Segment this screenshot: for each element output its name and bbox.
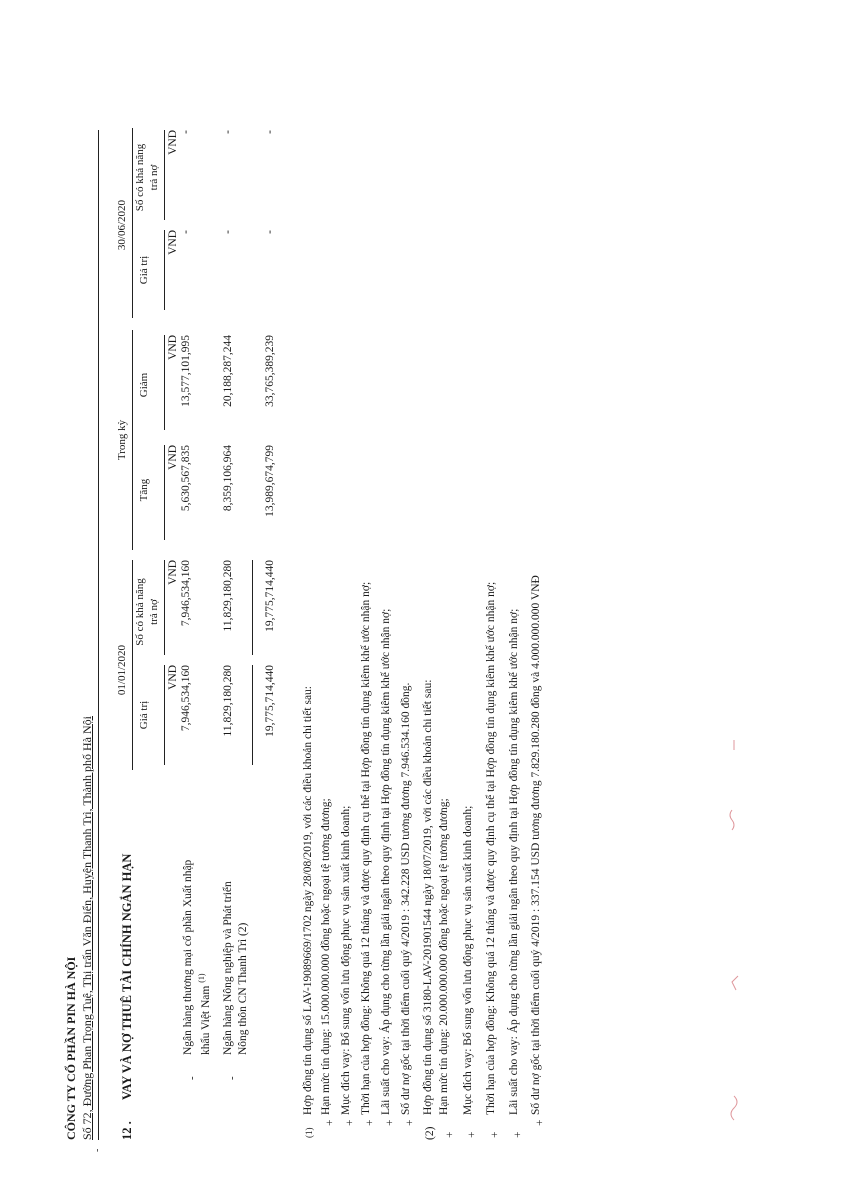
col-open-value: Giá trị	[138, 700, 150, 730]
company-name: CÔNG TY CỔ PHẦN PIN HÀ NỘI	[64, 956, 78, 1140]
note2-item4-plus: +	[512, 1131, 524, 1138]
row2-decrease: 20,188,287,244	[222, 335, 234, 407]
row2-bank-name-2: Nông thôn CN Thanh Trì (2)	[237, 922, 249, 1055]
total-close-repay: -	[264, 130, 276, 134]
rule-unit-3	[164, 445, 165, 540]
note1-item1: Hạn mức tín dụng: 15.000.000.000 đồng hoặc ngoại tệ tương đương;	[320, 798, 332, 1115]
rule-unit-6	[164, 130, 165, 220]
note1-intro: Hợp đồng tín dụng số LAV-19089669/1702 ngày 28/08/2019, với các điều khoản chi tiết sau:	[302, 686, 314, 1115]
row2-open-repay: 11,829,180,280	[222, 560, 234, 632]
note1-item5: Số dư nợ gốc tại thời điểm cuối quý 4/2019 : 342.228 USD tương đương 7.946.534.160 đồng.	[400, 682, 412, 1115]
note1-item4: Lãi suất cho vay: Áp dụng cho từng lần giải ngân theo quy định tại Hợp đồng tín dụng kiêm khế ước nhận nợ;	[380, 608, 392, 1115]
rule-close-group	[132, 128, 133, 318]
rule-unit-4	[164, 335, 165, 430]
note2-item3: Thời hạn của hợp đồng: Không quá 12 tháng và được quy định cụ thể tại Hợp đồng tín dụng kiêm khế ước nhận nợ;	[485, 581, 497, 1115]
rule-total-1	[252, 665, 253, 765]
rule-unit-5	[164, 230, 165, 310]
note1-item1-plus: +	[324, 1119, 336, 1126]
unit-increase: VND	[167, 445, 179, 470]
total-decrease: 33,765,389,239	[264, 335, 276, 407]
col-decrease: Giảm	[138, 372, 150, 398]
note1-mark: (1)	[304, 1127, 314, 1138]
col-increase: Tăng	[138, 478, 150, 502]
total-close-value: -	[264, 230, 276, 234]
row1-bank-name-1: Ngân hàng thương mại cổ phần Xuất nhập	[182, 859, 194, 1055]
row2-close-value: -	[222, 230, 234, 234]
row2-dash: -	[226, 1076, 238, 1080]
col-close-value: Giá trị	[138, 255, 150, 285]
note1-item2: Mục đích vay: Bổ sung vốn lưu động phục vụ sản xuất kinh doanh;	[340, 805, 352, 1115]
note2-mark: (2)	[424, 1126, 436, 1140]
company-address: Số 72, Đường Phan Trọng Tuệ, Thị trấn Văn Điển, Huyện Thanh Trì, Thành phố Hà Nội	[80, 716, 94, 1140]
note1-item5-plus: +	[404, 1119, 416, 1126]
note1-item3-plus: +	[364, 1119, 376, 1126]
note2-item1: Hạn mức tín dụng: 20.000.000.000 đồng hoặc ngoại tệ tương đương;	[438, 798, 450, 1115]
unit-decrease: VND	[167, 335, 179, 360]
row1-decrease: 13,577,101,995	[180, 335, 192, 407]
note2-item5-plus: +	[534, 1119, 546, 1126]
row2-open-value: 11,829,180,280	[222, 665, 234, 737]
col-open-repay-2: trả nợ	[148, 599, 160, 625]
note2-item2: Mục đích vay: Bổ sung vốn lưu động phục vụ sản xuất kinh doanh;	[462, 805, 474, 1115]
row2-increase: 8,359,106,964	[222, 445, 234, 512]
unit-open-value: VND	[167, 665, 179, 690]
rule-period-group	[132, 330, 133, 550]
unit-open-repay: VND	[167, 560, 179, 585]
col-close-repay-2: trả nợ	[148, 164, 160, 191]
header-rule	[98, 130, 99, 1140]
rule-open-group	[132, 560, 133, 770]
scan-marks	[704, 710, 764, 1130]
note2-item2-plus: +	[466, 1131, 478, 1138]
note1-item3: Thời hạn của hợp đồng: Không quá 12 tháng và được quy định cụ thể tại Hợp đồng tín dụng kiêm khế ước nhận nợ;	[360, 581, 372, 1115]
col-close-repay-1: Số có khả năng	[134, 143, 146, 212]
note2-item1-plus: +	[444, 1131, 456, 1138]
unit-close-value: VND	[167, 230, 179, 255]
row1-close-repay: -	[180, 130, 192, 134]
row1-close-value: -	[180, 230, 192, 234]
rotated-document-page	[64, 60, 784, 1152]
section-number: 12 .	[120, 1121, 134, 1140]
row1-increase: 5,630,567,835	[180, 445, 192, 512]
rule-unit-1	[164, 665, 165, 765]
note1-item2-plus: +	[344, 1119, 356, 1126]
col-group-open-date: 01/01/2020	[116, 644, 128, 696]
note2-item3-plus: +	[489, 1131, 501, 1138]
rule-total-2	[252, 560, 253, 655]
unit-close-repay: VND	[167, 130, 179, 155]
section-title: VAY VÀ NỢ THUÊ TÀI CHÍNH NGẮN HẠN	[120, 853, 134, 1100]
row1-open-repay: 7,946,534,160	[180, 560, 192, 627]
row1-open-value: 7,946,534,160	[180, 665, 192, 732]
col-group-period: Trong kỳ	[116, 419, 128, 461]
row1-dash: -	[186, 1076, 198, 1080]
note1-item4-plus: +	[384, 1119, 396, 1126]
row1-bank-name-2: khẩu Việt Nam $^{(1)}$	[197, 973, 212, 1055]
note2-item4: Lãi suất cho vay: Áp dụng cho từng lần giải ngân theo quy định tại Hợp đồng tín dụng kiêm khế ước nhận nợ;	[508, 608, 520, 1115]
margin-tick: -	[92, 1148, 103, 1152]
row2-bank-name-1: Ngân hàng Nông nghiệp và Phát triển	[222, 881, 234, 1055]
note2-item5: Số dư nợ gốc tại thời điểm cuối quý 4/2019 : 337.154 USD tương đương 7.829.180.280 đồng và 4.000.000.000 VNĐ	[530, 575, 542, 1115]
row2-close-repay: -	[222, 130, 234, 134]
note2-intro: Hợp đồng tín dụng số 3180-LAV-201901544 ngày 18/07/2019, với các điều khoản chi tiết sau:	[422, 679, 434, 1115]
col-group-close-date: 30/06/2020	[116, 199, 128, 251]
total-increase: 13,989,674,799	[264, 445, 276, 517]
rule-unit-2	[164, 560, 165, 655]
col-open-repay-1: Số có khả năng	[134, 578, 146, 646]
total-open-repay: 19,775,714,440	[264, 560, 276, 632]
total-open-value: 19,775,714,440	[264, 665, 276, 737]
